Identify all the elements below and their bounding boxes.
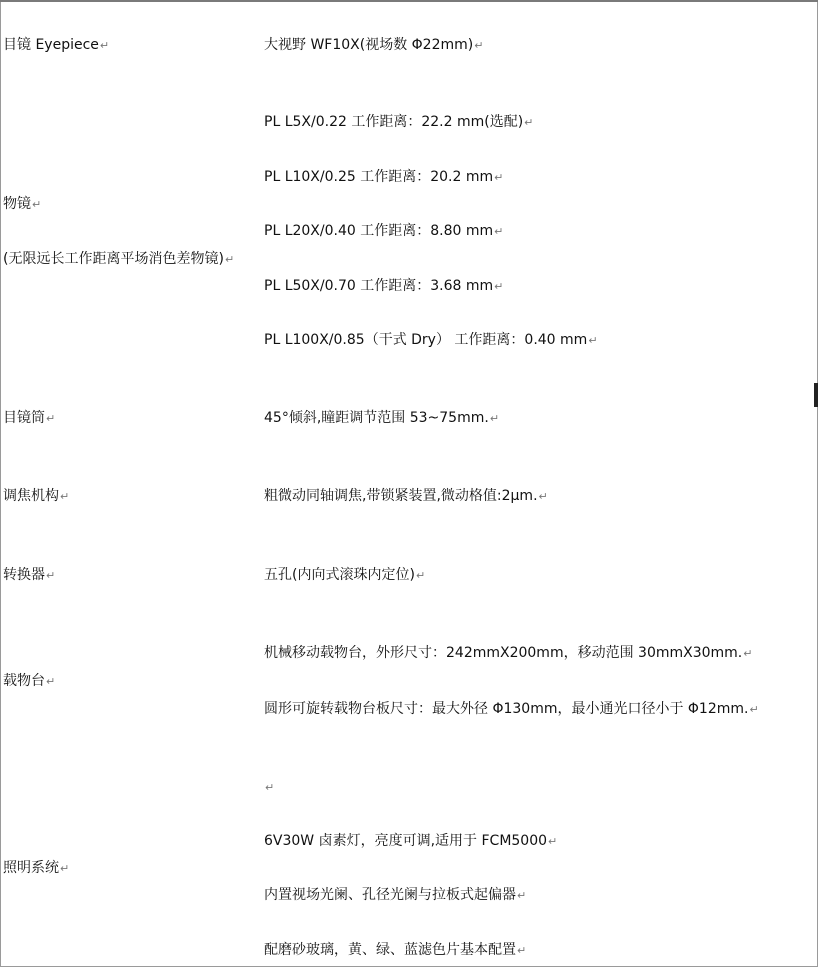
spec-value-illumination-filters: 配磨砂玻璃，黄、绿、蓝滤色片基本配置↵ — [264, 942, 527, 958]
spec-value-illumination-blank: ↵ — [265, 781, 275, 794]
spec-value-illumination-diaphragm: 内置视场光阑、孔径光阑与拉板式起偏器↵ — [264, 887, 527, 903]
spec-value-focus: 粗微动同轴调焦,带锁紧装置,微动格值:2μm.↵ — [264, 488, 548, 504]
spec-label-focus: 调焦机构↵ — [3, 488, 70, 504]
right-edge-marker — [814, 383, 818, 407]
spec-label-stage: 载物台↵ — [3, 673, 56, 689]
spec-value-stage-plate: 圆形可旋转载物台板尺寸：最大外径 Φ130mm，最小通光口径小于 Φ12mm.↵ — [264, 701, 759, 717]
spec-label-illumination: 照明系统↵ — [3, 860, 70, 876]
spec-value-objective-50x: PL L50X/0.70 工作距离：3.68 mm↵ — [264, 278, 504, 294]
spec-label-eyepiece-tube: 目镜筒↵ — [3, 410, 56, 426]
spec-label-objective-desc: (无限远长工作距离平场消色差物镜)↵ — [3, 251, 235, 267]
spec-value-objective-5x: PL L5X/0.22 工作距离：22.2 mm(选配)↵ — [264, 114, 534, 130]
spec-label-objective: 物镜↵ — [3, 196, 42, 212]
spec-value-nosepiece: 五孔(内向式滚珠内定位)↵ — [264, 567, 426, 583]
spec-value-illumination-lamp: 6V30W 卤素灯，亮度可调,适用于 FCM5000↵ — [264, 833, 558, 849]
spec-label-eyepiece: 目镜 Eyepiece↵ — [3, 37, 110, 53]
top-border — [0, 0, 818, 2]
spec-value-objective-100x: PL L100X/0.85（干式 Dry） 工作距离：0.40 mm↵ — [264, 332, 598, 348]
spec-value-objective-10x: PL L10X/0.25 工作距离：20.2 mm↵ — [264, 169, 504, 185]
spec-value-objective-20x: PL L20X/0.40 工作距离：8.80 mm↵ — [264, 223, 504, 239]
spec-value-eyepiece-tube: 45°倾斜,瞳距调节范围 53~75mm.↵ — [264, 410, 500, 426]
spec-value-stage-size: 机械移动载物台，外形尺寸：242mmX200mm，移动范围 30mmX30mm.↵ — [264, 645, 753, 661]
spec-label-nosepiece: 转换器↵ — [3, 567, 56, 583]
spec-value-eyepiece: 大视野 WF10X(视场数 Φ22mm)↵ — [264, 37, 484, 53]
